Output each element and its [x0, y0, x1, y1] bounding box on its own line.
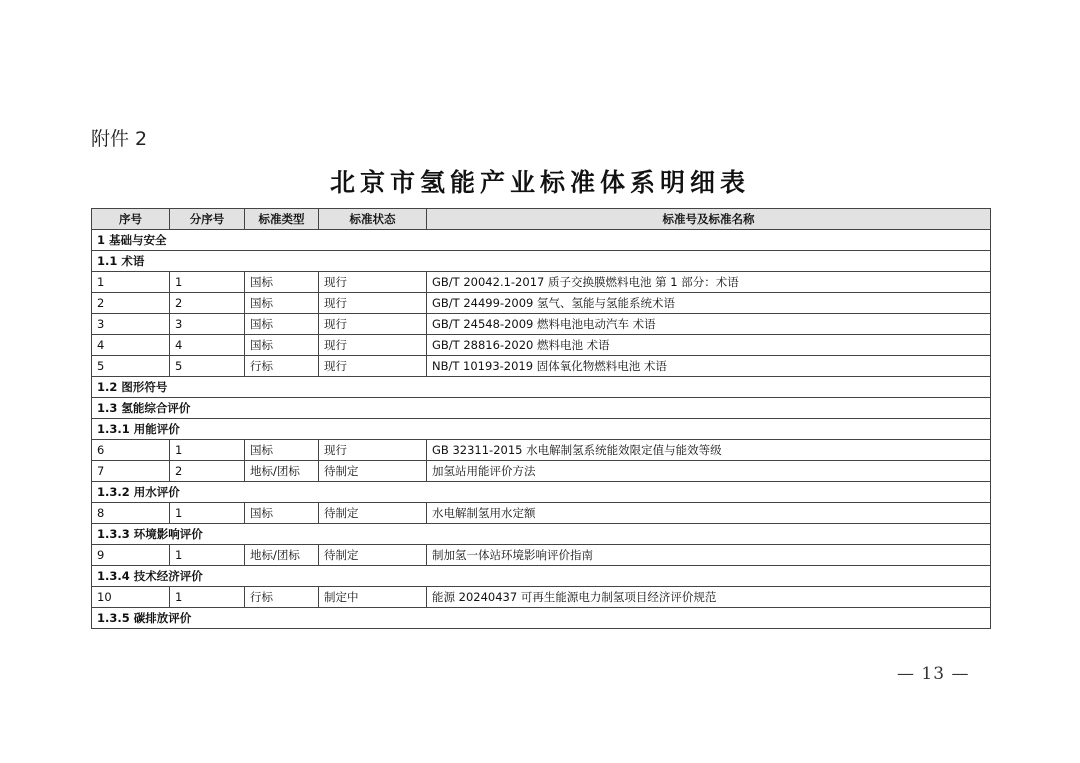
cell-type: 行标: [245, 356, 319, 377]
cell-type: 国标: [245, 314, 319, 335]
cell-no: 6: [92, 440, 170, 461]
header-type: 标准类型: [245, 209, 319, 230]
header-status: 标准状态: [319, 209, 427, 230]
section-heading: 1.3.1 用能评价: [92, 419, 991, 440]
cell-sub-no: 1: [170, 440, 245, 461]
section-heading: 1.3.5 碳排放评价: [92, 608, 991, 629]
attachment-label: 附件 2: [91, 128, 148, 150]
cell-sub-no: 1: [170, 272, 245, 293]
cell-status: 现行: [319, 314, 427, 335]
header-no: 序号: [92, 209, 170, 230]
section-row: [92, 566, 991, 587]
cell-no: 1: [92, 272, 170, 293]
section-heading: 1 基础与安全: [92, 230, 991, 251]
cell-type: 地标/团标: [245, 545, 319, 566]
section-heading: 1.1 术语: [92, 251, 991, 272]
section-row: [92, 524, 991, 545]
cell-name: GB 32311-2015 水电解制氢系统能效限定值与能效等级: [427, 440, 991, 461]
cell-type: 地标/团标: [245, 461, 319, 482]
header-name: 标准号及标准名称: [427, 209, 991, 230]
cell-name: 能源 20240437 可再生能源电力制氢项目经济评价规范: [427, 587, 991, 608]
section-heading: 1.2 图形符号: [92, 377, 991, 398]
cell-status: 待制定: [319, 461, 427, 482]
section-heading: 1.3.3 环境影响评价: [92, 524, 991, 545]
table-row: [92, 461, 991, 482]
cell-status: 现行: [319, 272, 427, 293]
table-header-row: [92, 209, 991, 230]
cell-name: 水电解制氢用水定额: [427, 503, 991, 524]
section-heading: 1.3.4 技术经济评价: [92, 566, 991, 587]
table-row: [92, 503, 991, 524]
table-row: [92, 272, 991, 293]
cell-sub-no: 3: [170, 314, 245, 335]
cell-name: 制加氢一体站环境影响评价指南: [427, 545, 991, 566]
standards-table: [91, 208, 991, 629]
cell-status: 现行: [319, 356, 427, 377]
cell-name: GB/T 24499-2009 氢气、氢能与氢能系统术语: [427, 293, 991, 314]
cell-sub-no: 1: [170, 545, 245, 566]
document-title: 北京市氢能产业标准体系明细表: [329, 168, 750, 197]
table-row: [92, 335, 991, 356]
table-row: [92, 293, 991, 314]
cell-no: 4: [92, 335, 170, 356]
cell-type: 国标: [245, 440, 319, 461]
table-body: [92, 230, 991, 629]
cell-type: 国标: [245, 272, 319, 293]
cell-status: 待制定: [319, 545, 427, 566]
cell-status: 现行: [319, 335, 427, 356]
cell-sub-no: 4: [170, 335, 245, 356]
table-row: [92, 587, 991, 608]
cell-name: NB/T 10193-2019 固体氧化物燃料电池 术语: [427, 356, 991, 377]
section-row: [92, 608, 991, 629]
table-row: [92, 314, 991, 335]
cell-name: GB/T 24548-2009 燃料电池电动汽车 术语: [427, 314, 991, 335]
table-row: [92, 356, 991, 377]
cell-type: 行标: [245, 587, 319, 608]
cell-no: 7: [92, 461, 170, 482]
section-row: [92, 482, 991, 503]
cell-name: 加氢站用能评价方法: [427, 461, 991, 482]
cell-sub-no: 1: [170, 587, 245, 608]
cell-sub-no: 1: [170, 503, 245, 524]
cell-sub-no: 2: [170, 293, 245, 314]
page-number: — 13 —: [897, 664, 970, 684]
header-sub-no: 分序号: [170, 209, 245, 230]
section-heading: 1.3.2 用水评价: [92, 482, 991, 503]
section-row: [92, 419, 991, 440]
cell-status: 待制定: [319, 503, 427, 524]
cell-no: 8: [92, 503, 170, 524]
section-row: [92, 230, 991, 251]
section-row: [92, 251, 991, 272]
cell-sub-no: 5: [170, 356, 245, 377]
section-row: [92, 377, 991, 398]
table-row: [92, 545, 991, 566]
cell-no: 3: [92, 314, 170, 335]
section-heading: 1.3 氢能综合评价: [92, 398, 991, 419]
cell-type: 国标: [245, 503, 319, 524]
cell-sub-no: 2: [170, 461, 245, 482]
cell-status: 制定中: [319, 587, 427, 608]
cell-status: 现行: [319, 440, 427, 461]
cell-no: 5: [92, 356, 170, 377]
cell-no: 10: [92, 587, 170, 608]
cell-type: 国标: [245, 335, 319, 356]
table-row: [92, 440, 991, 461]
cell-type: 国标: [245, 293, 319, 314]
cell-name: GB/T 28816-2020 燃料电池 术语: [427, 335, 991, 356]
cell-no: 2: [92, 293, 170, 314]
cell-no: 9: [92, 545, 170, 566]
cell-status: 现行: [319, 293, 427, 314]
cell-name: GB/T 20042.1-2017 质子交换膜燃料电池 第 1 部分：术语: [427, 272, 991, 293]
section-row: [92, 398, 991, 419]
